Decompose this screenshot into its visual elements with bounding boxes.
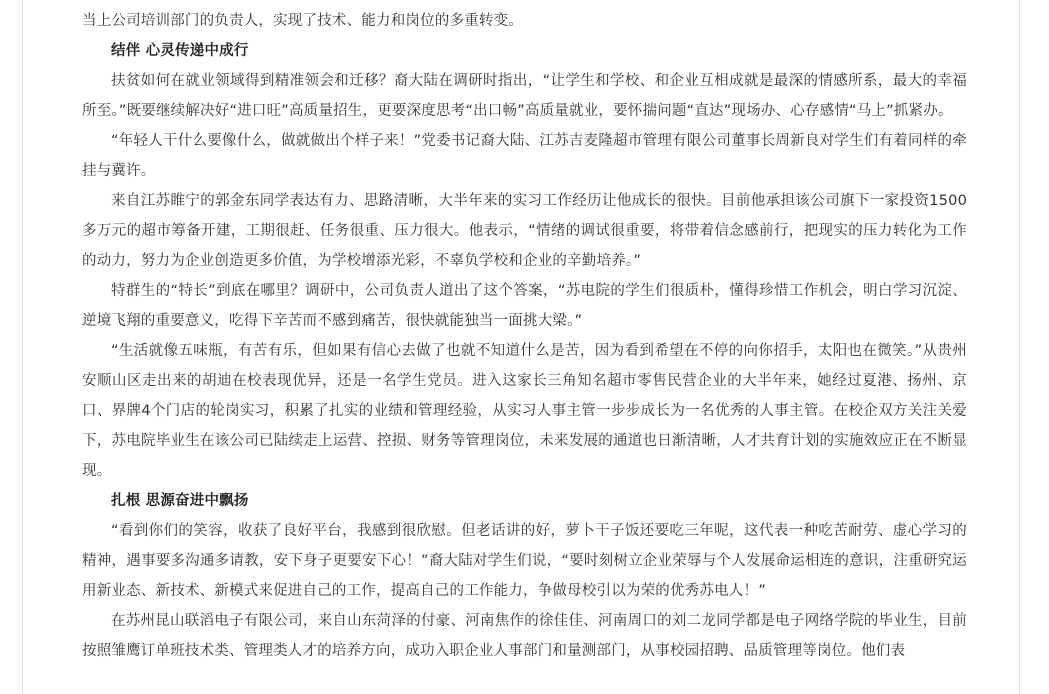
paragraph-6: “生活就像五味瓶，有苦有乐，但如果有信心去做了也就不知道什么是苦，因为看到希望在不停的向你招手，太阳也在微笑。”从贵州安顺山区走出来的胡迪在校表现优异，还是一名学生党员。进入这家长三角知名超市零售民营企业的大半年来，她经过夏港、扬州、京口、界牌4个门店的轮岗实习，积累了扎实的业绩和管理经验，从实习人事主管一步步成长为一名优秀的人事主管。在校企双方关注关爱下，苏电院毕业生在该公司已陆续走上运营、控损、财务等管理岗位，未来发展的通道也日渐清晰，人才共育计划的实施效应正在不断显现。 [82,343,967,479]
paragraph-7: “看到你们的笑容，收获了良好平台，我感到很欣慰。但老话讲的好，萝卜干子饭还要吃三年呢，这代表一种吃苦耐劳、虚心学习的精神，遇事要多沟通多请教，安下身子更要安下心！”裔大陆对学生们说，“要时刻树立企业荣辱与个人发展命运相连的意识，注重研究运用新业态、新技术、新模式来促进自己的工作，提高自己的工作能力，争做母校引以为荣的优秀苏电人！” [82,523,967,599]
paragraph-1: 当上公司培训部门的负责人，实现了技术、能力和岗位的多重转变。 [82,13,523,29]
paragraph-8: 在苏州昆山联滔电子有限公司，来自山东菏泽的付豪、河南焦作的徐佳佳、河南周口的刘二龙同学都是电子网络学院的毕业生，目前按照雏鹰订单班技术类、管理类人才的培养方向，成功入职企业人事部门和量测部门，从事校园招聘、品质管理等岗位。他们表 [82,613,967,659]
paragraph-5: 特群生的“特长”到底在哪里？调研中，公司负责人道出了这个答案，“苏电院的学生们很质朴，懂得珍惜工作机会，明白学习沉淀、逆境飞翔的重要意义，吃得下辛苦而不感到痛苦，很快就能独当一面挑大梁。” [82,283,967,329]
section-heading-zhagen: 扎根 思源奋进中飘扬 [111,493,249,509]
article-body [82,6,967,666]
paragraph-2: 扶贫如何在就业领域得到精准领会和迁移？裔大陆在调研时指出，“让学生和学校、和企业互相成就是最深的情感所系，最大的幸福所至。”既要继续解决好“进口旺”高质量招生，更要深度思考“出口畅”高质量就业，要怀揣问题“直达”现场办、心存感情“马上”抓紧办。 [82,73,967,119]
paragraph-4: 来自江苏睢宁的郭金东同学表达有力、思路清晰，大半年来的实习工作经历让他成长的很快。目前他承担该公司旗下一家投资1500多万元的超市筹备开建，工期很赶、任务很重、压力很大。他表示，“情绪的调试很重要，将带着信念感前行，把现实的压力转化为工作的动力，努力为企业创造更多价值，为学校增添光彩，不辜负学校和企业的辛勤培养。” [82,193,967,269]
section-heading-jieban: 结伴 心灵传递中成行 [111,43,249,59]
paragraph-3: “年轻人干什么要像什么，做就做出个样子来！”党委书记裔大陆、江苏吉麦隆超市管理有限公司董事长周新良对学生们有着同样的牵挂与冀许。 [82,133,967,179]
